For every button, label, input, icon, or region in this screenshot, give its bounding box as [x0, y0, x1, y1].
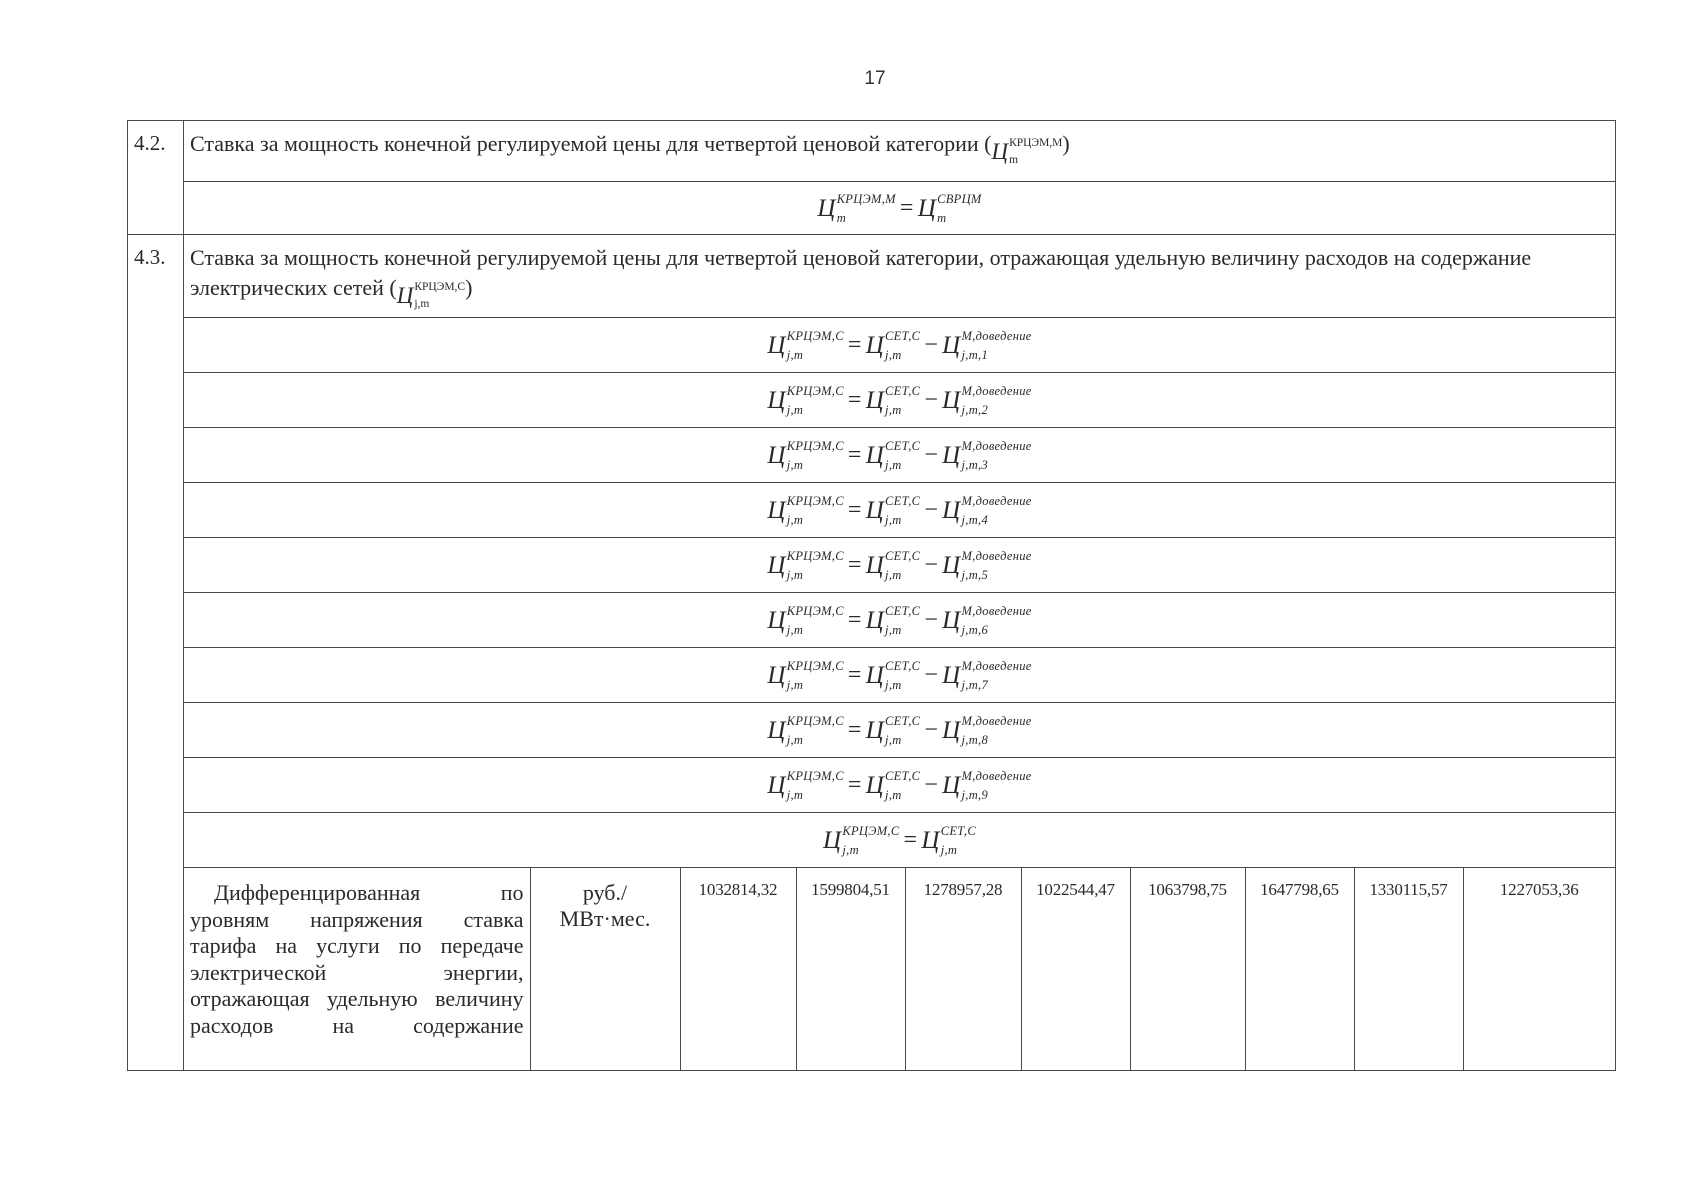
- formula-rhs-base: Ц: [942, 441, 961, 469]
- formula: [184, 428, 1616, 483]
- formula-mid-sup: СЕТ,С: [885, 768, 921, 783]
- formula-lhs-sup: КРЦЭМ,С: [786, 328, 844, 343]
- tariff-value: 1032814,32: [680, 868, 796, 1070]
- symbol-sup: КРЦЭМ,С: [414, 281, 466, 293]
- formula: [184, 703, 1616, 758]
- formula-equals: =: [847, 332, 862, 359]
- formula-mid-base: Ц: [865, 386, 885, 414]
- formula-lhs-sub: j,m: [786, 457, 804, 472]
- symbol-base: Ц: [991, 139, 1009, 164]
- formula: [184, 483, 1616, 538]
- formula-rhs-sub: j,m,1: [961, 347, 989, 362]
- formula-lhs-sup: КРЦЭМ,С: [786, 548, 844, 563]
- formula-lhs-sub: j,m: [842, 842, 859, 857]
- formula-lhs-sub: j,m: [786, 347, 804, 362]
- formula-rhs-sup: М,доведение: [961, 658, 1032, 673]
- formula-rhs-base: Ц: [942, 606, 961, 634]
- formula-mid-sup: СЕТ,С: [885, 658, 921, 673]
- formula-rhs-base: Ц: [921, 826, 940, 854]
- formula-mid-base: Ц: [865, 716, 885, 744]
- formula-mid-base: Ц: [865, 771, 885, 799]
- formula-row: [128, 758, 1616, 813]
- title-symbol: [991, 137, 1062, 167]
- formula-rhs-sup: М,доведение: [961, 603, 1032, 618]
- formula-minus: −: [924, 497, 939, 524]
- formula-mid-sub: j,m: [885, 677, 902, 692]
- tariff-value: 1022544,47: [1021, 868, 1130, 1070]
- formula-mid-base: Ц: [865, 551, 885, 579]
- formula-minus: −: [924, 442, 939, 469]
- description-line: Дифференцированная по: [214, 880, 524, 905]
- formula-lhs-sup: КРЦЭМ,С: [786, 713, 844, 728]
- formula-mid-sup: СЕТ,С: [885, 438, 921, 453]
- formula-rhs-base: Ц: [942, 386, 961, 414]
- formula-rhs-sub: j,m,9: [961, 787, 989, 802]
- final-formula: [184, 813, 1616, 868]
- tariff-row-cell: [184, 868, 1616, 1071]
- formula-equals: =: [847, 772, 862, 799]
- formula-equals: =: [847, 607, 862, 634]
- formula-mid-sup: СЕТ,С: [885, 548, 921, 563]
- formula: [184, 318, 1616, 373]
- symbol-sub: j,m: [414, 298, 430, 310]
- title-symbol: [397, 281, 465, 311]
- section-4-2-title-row: [128, 121, 1616, 182]
- tariff-formula-table: [127, 120, 1616, 1071]
- section-title-text: Ставка за мощность конечной регулируемой цены для четвертой ценовой категории, отражающая удельную величину расходов на содержание электрических сетей (: [190, 245, 1532, 300]
- formula-equals: =: [899, 195, 914, 222]
- formula-lhs-base: Ц: [817, 194, 836, 222]
- formula-lhs-sup: КРЦЭМ,С: [786, 383, 844, 398]
- formula-lhs-sub: j,m: [786, 787, 804, 802]
- formula-lhs-sub: m: [836, 210, 847, 225]
- formula-mid-sub: j,m: [885, 622, 902, 637]
- formula-mid-sup: СЕТ,С: [885, 383, 921, 398]
- formula-row: [128, 318, 1616, 373]
- formula-mid-base: Ц: [865, 606, 885, 634]
- tariff-value: 1599804,51: [796, 868, 905, 1070]
- formula-lhs-base: Ц: [767, 606, 786, 634]
- formula-mid-sub: j,m: [885, 402, 902, 417]
- formula-mid-sup: СЕТ,С: [885, 603, 921, 618]
- section-title-text: Ставка за мощность конечной регулируемой цены для четвертой ценовой категории (: [190, 131, 992, 156]
- section-number: 4.3.: [128, 235, 184, 1071]
- formula-lhs-sup: КРЦЭМ,С: [786, 438, 844, 453]
- formula-rhs-sub: j,m: [940, 842, 958, 857]
- formula-rhs-base: Ц: [942, 661, 961, 689]
- formula-mid-sub: j,m: [885, 787, 902, 802]
- formula-equals: =: [847, 442, 862, 469]
- formula-mid-sub: j,m: [885, 457, 902, 472]
- formula-rhs-sup: М,доведение: [961, 328, 1032, 343]
- formula-equals: =: [847, 387, 862, 414]
- formula-mid-base: Ц: [865, 441, 885, 469]
- formula-lhs-sub: j,m: [786, 677, 804, 692]
- formula-minus: −: [924, 607, 939, 634]
- formula: [184, 538, 1616, 593]
- final-formula-row: [128, 813, 1616, 868]
- tariff-row: [128, 868, 1616, 1071]
- formula-rhs-sup: М,доведение: [961, 768, 1032, 783]
- formula-rhs-base: Ц: [942, 331, 961, 359]
- formula-mid-sub: j,m: [885, 732, 902, 747]
- formula-lhs-sup: КРЦЭМ,С: [786, 658, 844, 673]
- formula-lhs-base: Ц: [767, 496, 786, 524]
- formula-rhs-sub: j,m,7: [961, 677, 989, 692]
- formula-equals: =: [847, 552, 862, 579]
- formula-rhs-base: Ц: [942, 496, 961, 524]
- formula: [184, 593, 1616, 648]
- formula: [184, 648, 1616, 703]
- formula: [184, 182, 1616, 235]
- formula-lhs-base: Ц: [767, 386, 786, 414]
- formula-minus: −: [924, 772, 939, 799]
- tariff-unit: [530, 868, 680, 1070]
- formula-lhs-base: Ц: [767, 551, 786, 579]
- section-title: [184, 235, 1616, 318]
- formula-row: [128, 428, 1616, 483]
- formula-lhs-sub: j,m: [786, 732, 804, 747]
- symbol-base: Ц: [396, 283, 414, 308]
- formula-equals: =: [903, 827, 918, 854]
- tariff-value: 1227053,36: [1463, 868, 1615, 1070]
- formula-lhs-base: Ц: [767, 441, 786, 469]
- formula-mid-sup: СЕТ,С: [885, 713, 921, 728]
- unit-line: руб./: [582, 880, 628, 905]
- unit-line: МВт·мес.: [559, 906, 651, 931]
- formula-lhs-base: Ц: [767, 661, 786, 689]
- formula-lhs-sup: КРЦЭМ,С: [786, 768, 844, 783]
- formula-mid-sup: СЕТ,С: [885, 328, 921, 343]
- formula-rhs-sup: М,доведение: [961, 493, 1032, 508]
- formula-equals: =: [847, 497, 862, 524]
- formula-mid-base: Ц: [865, 661, 885, 689]
- formula-rhs-sup: М,доведение: [961, 383, 1032, 398]
- formula-lhs-sub: j,m: [786, 512, 804, 527]
- formula-rhs-sub: m: [937, 210, 947, 225]
- formula-equals: =: [847, 717, 862, 744]
- formula-minus: −: [924, 387, 939, 414]
- formula-lhs-base: Ц: [767, 716, 786, 744]
- tariff-value: 1278957,28: [905, 868, 1021, 1070]
- formula-lhs-base: Ц: [823, 826, 842, 854]
- tariff-values-table: [184, 868, 1615, 1070]
- formula-row: [128, 373, 1616, 428]
- formula-rhs-base: Ц: [917, 194, 937, 222]
- formula-rhs-sup: М,доведение: [961, 438, 1032, 453]
- title-close: ): [1062, 131, 1070, 156]
- tariff-description: [184, 868, 530, 1070]
- formula-lhs-sup: КРЦЭМ,С: [786, 493, 844, 508]
- section-title: [184, 121, 1616, 182]
- formula-minus: −: [924, 662, 939, 689]
- formula-mid-sub: j,m: [885, 512, 902, 527]
- formula-mid-sup: СЕТ,С: [885, 493, 921, 508]
- formula-lhs-base: Ц: [767, 771, 786, 799]
- formula-lhs-sub: j,m: [786, 402, 804, 417]
- tariff-value: 1330115,57: [1354, 868, 1463, 1070]
- formula-rhs-sup: СЕТ,С: [940, 823, 976, 838]
- description-line: уровням напряжения ставка: [190, 906, 524, 932]
- formula-rhs-base: Ц: [942, 716, 961, 744]
- description-line: электрической энергии,: [190, 959, 524, 985]
- title-close: ): [465, 275, 473, 300]
- formula-minus: −: [924, 717, 939, 744]
- formula-equals: =: [847, 662, 862, 689]
- formula-rhs-sub: j,m,8: [961, 732, 989, 747]
- formula-lhs-sup: КРЦЭМ,С: [842, 823, 900, 838]
- tariff-value: 1647798,65: [1245, 868, 1354, 1070]
- formula-lhs-sup: КРЦЭМ,М: [836, 191, 896, 206]
- page-number: 17: [864, 68, 886, 89]
- section-4-3-title-row: [128, 235, 1616, 318]
- section-number: 4.2.: [128, 121, 184, 235]
- formula-row: [128, 593, 1616, 648]
- formula-rhs-base: Ц: [942, 771, 961, 799]
- formula-rhs-sup: М,доведение: [961, 713, 1032, 728]
- formula-lhs-sup: КРЦЭМ,С: [786, 603, 844, 618]
- formula-minus: −: [924, 332, 939, 359]
- description-line: отражающая удельную величину: [190, 986, 524, 1011]
- formula-rhs-sup: М,доведение: [961, 548, 1032, 563]
- formula-lhs-sub: j,m: [786, 567, 804, 582]
- symbol-sup: КРЦЭМ,М: [1009, 137, 1063, 149]
- formula-mid-base: Ц: [865, 331, 885, 359]
- formula-mid-sub: j,m: [885, 567, 902, 582]
- formula-mid-sub: j,m: [885, 347, 902, 362]
- formula-rhs-base: Ц: [942, 551, 961, 579]
- section-4-2-formula-row: [128, 182, 1616, 235]
- formula-row: [128, 648, 1616, 703]
- formula: [184, 373, 1616, 428]
- formula: [184, 758, 1616, 813]
- formula-rhs-sub: j,m,2: [961, 402, 989, 417]
- formula-lhs-sub: j,m: [786, 622, 804, 637]
- description-line: тарифа на услуги по передаче: [190, 933, 524, 958]
- formula-rhs-sub: j,m,6: [961, 622, 989, 637]
- formula-lhs-base: Ц: [767, 331, 786, 359]
- formula-row: [128, 483, 1616, 538]
- description-line: расходов на содержание: [190, 1012, 524, 1038]
- formula-mid-base: Ц: [865, 496, 885, 524]
- formula-rhs-sup: СВРЦМ: [937, 191, 982, 206]
- formula-rhs-sub: j,m,4: [961, 512, 989, 527]
- formula-row: [128, 538, 1616, 593]
- formula-row: [128, 703, 1616, 758]
- formula-minus: −: [924, 552, 939, 579]
- tariff-value: 1063798,75: [1130, 868, 1245, 1070]
- formula-rhs-sub: j,m,3: [961, 457, 989, 472]
- formula-rhs-sub: j,m,5: [961, 567, 989, 582]
- symbol-sub: m: [1009, 154, 1019, 166]
